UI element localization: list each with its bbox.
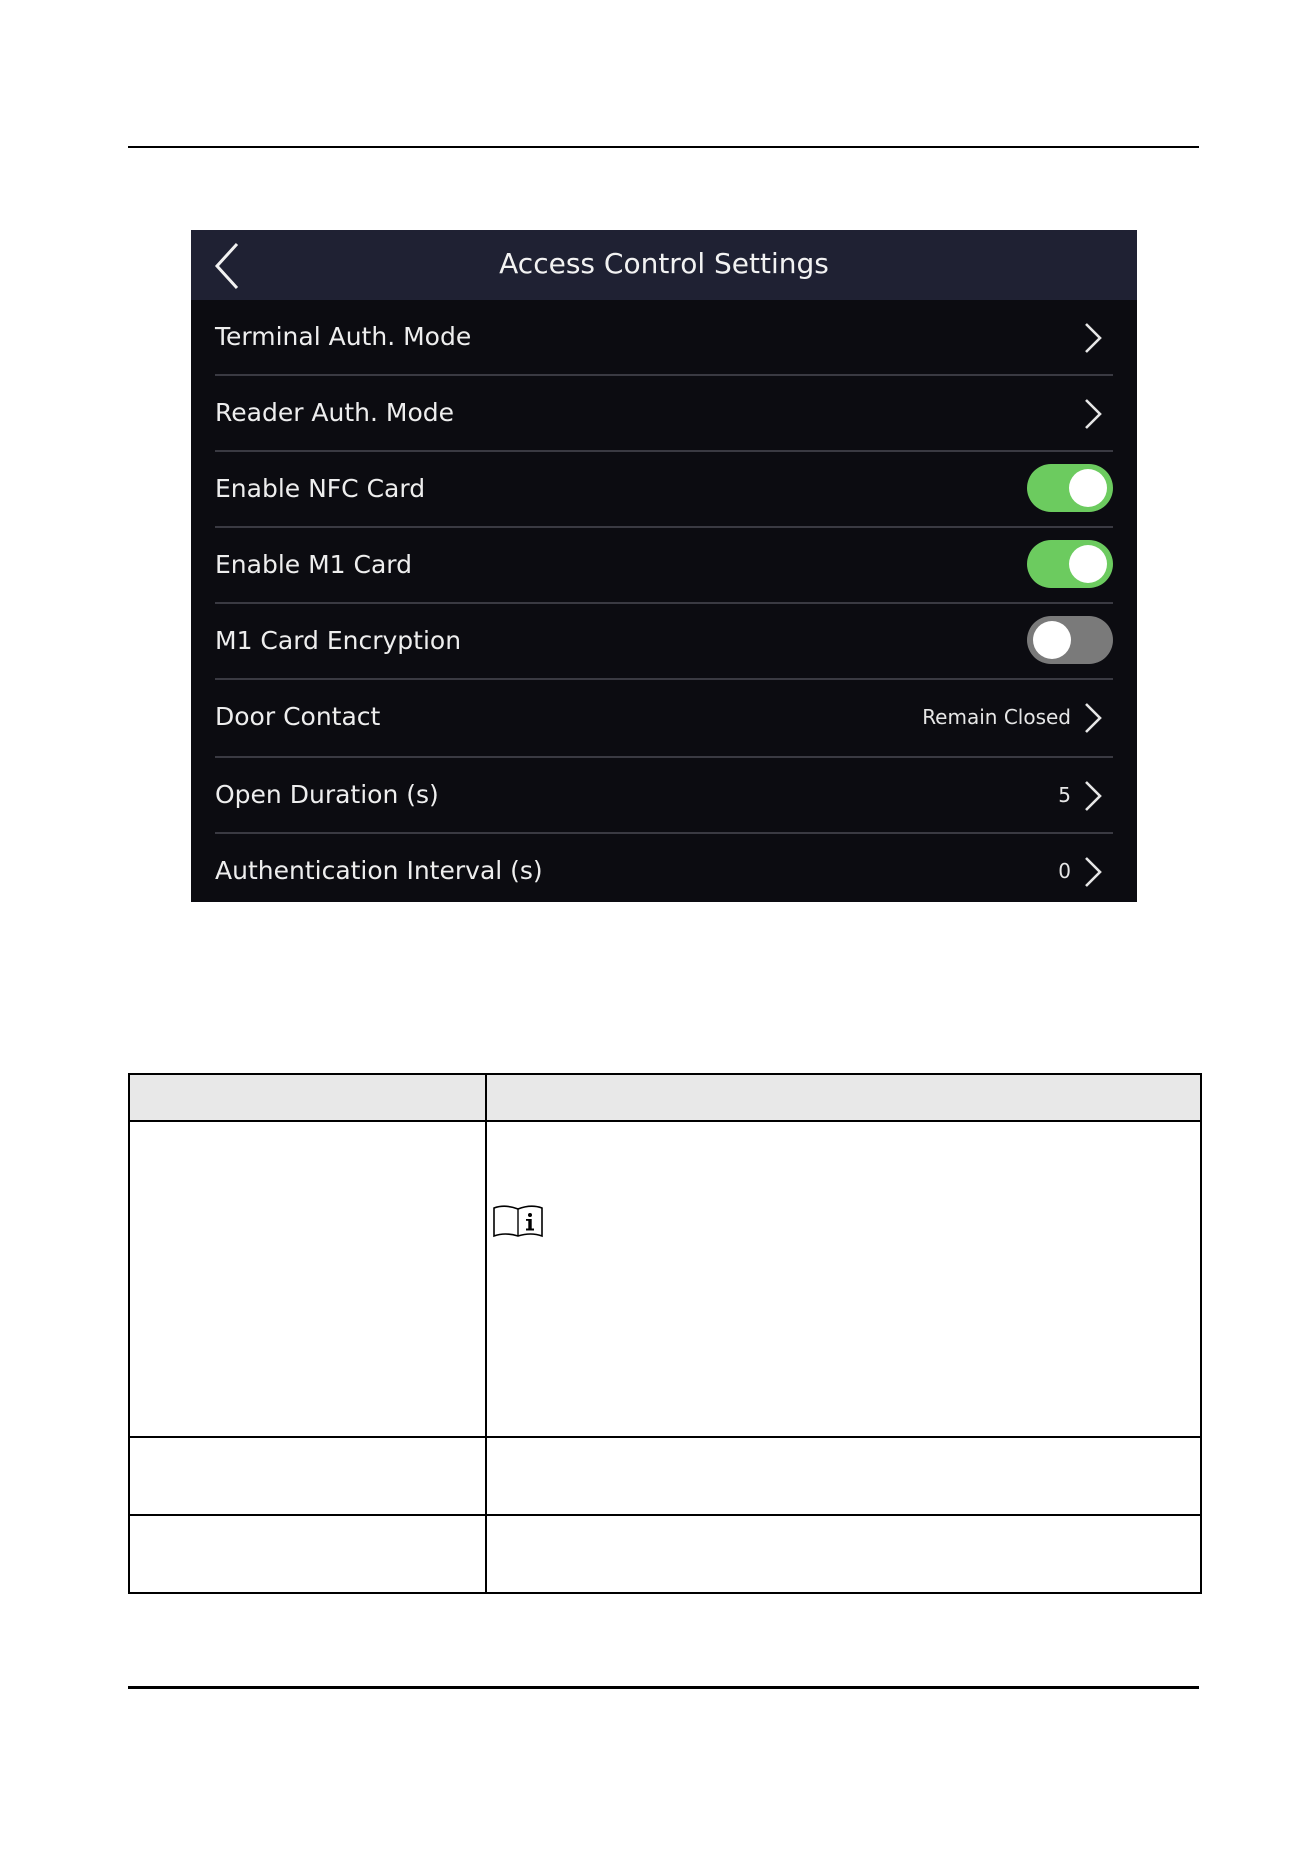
parameter-table [128,1073,1202,1594]
setting-label: Reader Auth. Mode [215,398,455,427]
screen-header [191,230,1137,300]
table-header-cell [486,1074,1201,1121]
m1-card-toggle[interactable] [1027,540,1113,588]
table-cell [486,1515,1201,1593]
chevron-right-icon [1083,856,1103,888]
setting-label: M1 Card Encryption [215,626,462,655]
setting-value: 0 [1058,859,1071,883]
footer-rule [128,1686,1199,1689]
setting-enable-nfc-card [215,452,1113,528]
table-cell [129,1515,486,1593]
setting-authentication-interval[interactable] [215,834,1113,902]
table-cell [129,1437,486,1515]
chevron-right-icon [1083,398,1103,430]
setting-terminal-auth-mode[interactable] [215,300,1113,376]
setting-label: Door Contact [215,702,381,731]
chevron-right-icon [1083,322,1103,354]
device-screen [191,230,1137,902]
table-row [129,1437,1201,1515]
setting-value: Remain Closed [922,705,1071,729]
table-row [129,1121,1201,1437]
table-cell [486,1437,1201,1515]
chevron-right-icon [1083,780,1103,812]
table-header-cell [129,1074,486,1121]
back-button[interactable] [209,240,249,292]
setting-open-duration[interactable] [215,758,1113,834]
setting-m1-card-encryption [215,604,1113,680]
table-cell [486,1121,1201,1437]
settings-list [215,300,1113,902]
setting-door-contact[interactable] [215,680,1113,758]
setting-label: Open Duration (s) [215,780,439,809]
toggle-knob [1069,469,1107,507]
note-book-info-icon [491,1204,545,1238]
setting-label: Authentication Interval (s) [215,856,543,885]
header-rule [128,146,1199,148]
toggle-knob [1069,545,1107,583]
setting-label: Enable M1 Card [215,550,413,579]
setting-reader-auth-mode[interactable] [215,376,1113,452]
table-header-row [129,1074,1201,1121]
page-title: Access Control Settings [499,247,829,280]
m1-card-encryption-toggle[interactable] [1027,616,1113,664]
chevron-right-icon [1083,702,1103,734]
setting-label: Enable NFC Card [215,474,426,503]
table-cell [129,1121,486,1437]
nfc-card-toggle[interactable] [1027,464,1113,512]
toggle-knob [1033,621,1071,659]
setting-value: 5 [1058,783,1071,807]
setting-label: Terminal Auth. Mode [215,322,472,351]
table-row [129,1515,1201,1593]
chevron-left-icon [209,240,249,292]
setting-enable-m1-card [215,528,1113,604]
